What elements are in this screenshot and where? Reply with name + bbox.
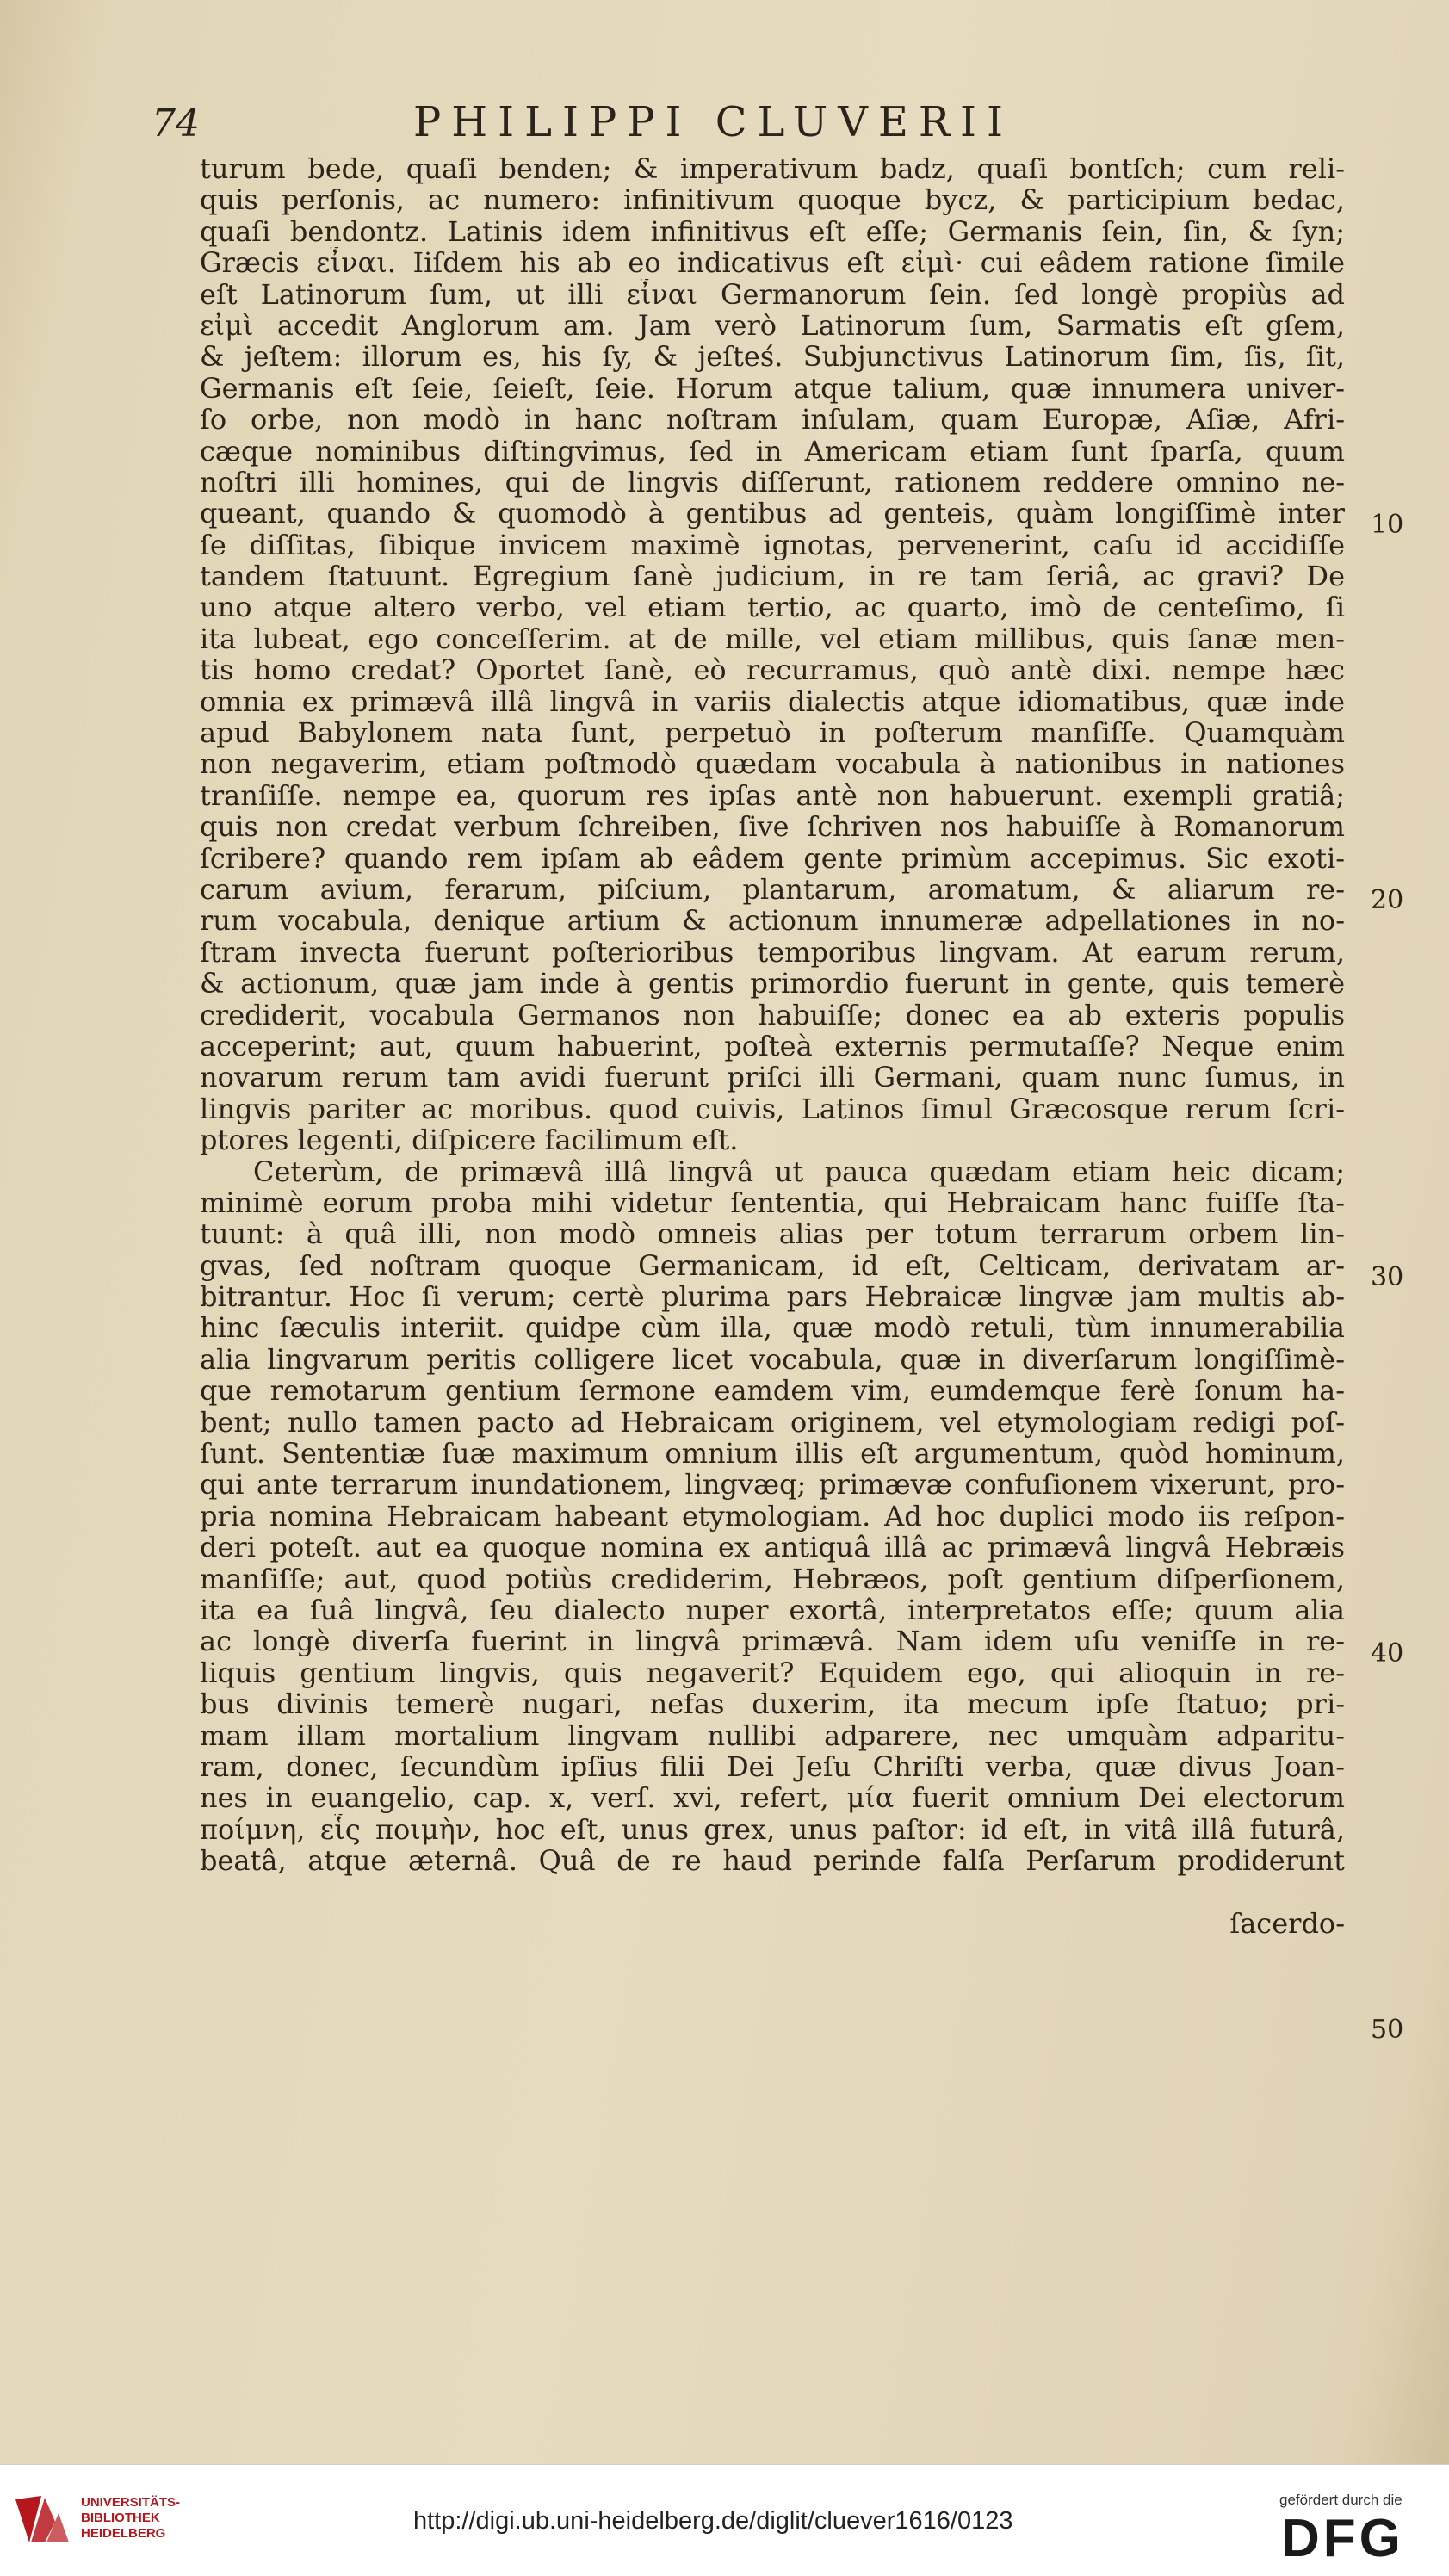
text-line: ſe diſſitas, ſibique invicem maximè ignotas, pervenerint, caſu id accidiſſe	[200, 529, 1345, 561]
text-line: Græcis εἶναι. Iiſdem his ab eo indicativus eſt εἰμὶ· cui eâdem ratione ſimile	[200, 247, 1345, 279]
text-line: queant, quando & quomodò à gentibus ad genteis, quàm longiſſimè inter	[200, 498, 1345, 529]
text-line: ſtram invecta fuerunt poſterioribus temporibus lingvam. At earum rerum,	[200, 936, 1345, 969]
text-line: minimè eorum proba mihi videtur ſententia, qui Hebraicam hanc fuiſſe ſta-	[200, 1186, 1345, 1219]
line-number-marker: 10	[1371, 510, 1404, 540]
text-line: ita ea ſuâ lingvâ, ſeu dialecto nuper exortâ, interpretatos eſſe; quum alia	[200, 1594, 1345, 1626]
university-library-logo-icon	[12, 2492, 72, 2546]
line-number-marker: 40	[1371, 1638, 1404, 1669]
text-line: ita lubeat, ego conceſſerim. at de mille, vel etiam millibus, quis ſanæ men-	[200, 622, 1345, 655]
funding-label: gefördert durch die	[1279, 2492, 1403, 2508]
text-line: quaſi bendontz. Latinis idem infinitivus eſt eſſe; Germanis ſein, ſin, & ſyn;	[200, 215, 1345, 248]
dfg-logo: DFG	[1281, 2509, 1404, 2568]
text-line: alia lingvarum peritis colligere licet vocabula, quæ in diverſarum longiſſimè-	[200, 1343, 1345, 1376]
text-line: ſo orbe, non modò in hanc noſtram inſulam, quam Europæ, Aſiæ, Afri-	[200, 404, 1345, 436]
text-line: tuunt: à quâ illi, non modò omneis alias per totum terrarum orbem lin-	[200, 1218, 1345, 1250]
text-line: que remotarum gentium ſermone eamdem vim, eumdemque ferè ſonum ha-	[200, 1375, 1345, 1407]
text-line: lingvis pariter ac moribus. quod cuivis, Latinos ſimul Græcosque rerum ſcri-	[200, 1093, 1345, 1125]
body-text	[200, 153, 1345, 1939]
text-line	[200, 1876, 1345, 1907]
line-number-marker: 30	[1371, 1262, 1404, 1292]
text-line: bitrantur. Hoc ſi verum; certè plurima pars Hebraicæ lingvæ jam multis ab-	[200, 1281, 1345, 1313]
line-number-marker: 50	[1371, 2015, 1404, 2045]
text-line: uno atque altero verbo, vel etiam tertio, ac quarto, imò de centeſimo, ſi	[200, 591, 1345, 623]
permalink-url[interactable]: http://digi.ub.uni-heidelberg.de/diglit/cluever1616/0123	[413, 2507, 1013, 2535]
text-line: & actionum, quæ jam inde à gentis primordio fuerunt in gente, quis temerè	[200, 968, 1345, 1000]
text-line: carum avium, ferarum, piſcium, plantarum, aromatum, & aliarum re-	[200, 873, 1345, 906]
text-line: turum bede, quaſi benden; & imperativum badz, quaſi bontſch; cum reli-	[200, 153, 1345, 185]
text-line: ſunt. Sententiæ ſuæ maximum omnium illis eſt argumentum, quòd hominum,	[200, 1438, 1345, 1470]
text-line: liquis gentium lingvis, quis negaverit? Equidem ego, qui alioquin in re-	[200, 1656, 1345, 1689]
catchword: ſacerdo-	[1229, 1907, 1345, 1940]
text-line: manſiſſe; aut, quod potiùs crediderim, Hebræos, poſt gentium diſperſionem,	[200, 1563, 1345, 1595]
text-line: hinc ſæculis interiit. quidpe cùm illa, quæ modò retuli, tùm innumerabilia	[200, 1312, 1345, 1344]
running-head: PHILIPPI CLUVERII	[413, 98, 1013, 146]
text-line: deri poteſt. aut ea quoque nomina ex antiquâ illâ ac primævâ lingvâ Hebræis	[200, 1532, 1345, 1564]
text-line: beatâ, atque æternâ. Quâ de re haud perinde falſa Perſarum prodiderunt	[200, 1845, 1345, 1877]
text-line: quis non credat verbum ſchreiben, ſive ſchriven nos habuiſſe à Romanorum	[200, 811, 1345, 843]
text-line: ſcribere? quando rem ipſam ab eâdem gente primùm accepimus. Sic exoti-	[200, 842, 1345, 874]
text-line: omnia ex primævâ illâ lingvâ in variis dialectis atque idiomatibus, quæ inde	[200, 685, 1345, 718]
library-name	[81, 2495, 180, 2542]
text-line: rum vocabula, denique artium & actionum innumeræ adpellationes in no-	[200, 905, 1345, 937]
text-line: bent; nullo tamen pacto ad Hebraicam originem, vel etymologiam redigi poſ-	[200, 1406, 1345, 1439]
text-line: eſt Latinorum ſum, ut illi εἶναι Germanorum ſein. ſed longè propiùs ad	[200, 278, 1345, 310]
text-line: bus divinis temerè nugari, nefas duxerim, ita mecum ipſe ſtatuo; pri-	[200, 1688, 1345, 1720]
text-line: apud Babylonem nata ſunt, perpetuò in poſterum manſiſſe. Quamquàm	[200, 717, 1345, 749]
text-line: cæque nominibus diſtingvimus, ſed in Americam etiam ſunt ſparſa, quum	[200, 435, 1345, 467]
text-line: tandem ſtatuunt. Egregium ſanè judicium, in re tam ſeriâ, ac gravi? De	[200, 560, 1345, 592]
library-name-line: UNIVERSITÄTS-	[81, 2495, 181, 2510]
text-line: tis homo credat? Oportet ſanè, eò recurramus, quò antè dixi. nempe hæc	[200, 654, 1345, 686]
text-line: quis perſonis, ac numero: infinitivum quoque bycz, & participium bedac,	[200, 184, 1345, 216]
library-name-line: BIBLIOTHEK	[81, 2511, 160, 2525]
text-line: ποίμνη, εἷς ποιμὴν, hoc eſt, unus grex, unus paſtor: id eſt, in vitâ illâ futurâ,	[200, 1813, 1345, 1846]
text-line: qui ante terrarum inundationem, lingvæq; primævæ confuſionem vixerunt, pro-	[200, 1469, 1345, 1501]
text-line: gvas, ſed noſtram quoque Germanicam, id eſt, Celticam, derivatam ar-	[200, 1249, 1345, 1282]
text-line: noſtri illi homines, qui de lingvis diſſerunt, rationem reddere omnino ne-	[200, 466, 1345, 498]
line-number-marker: 20	[1371, 885, 1404, 915]
library-name-line: HEIDELBERG	[81, 2526, 166, 2541]
page-number: 74	[152, 102, 200, 146]
text-line: ram, donec, ſecundùm ipſius filii Dei Jeſu Chriſti verba, quæ divus Joan-	[200, 1750, 1345, 1783]
text-line: & jeſtem: illorum es, his ſy, & jeſteś. Subjunctivus Latinorum ſim, ſis, ſit,	[200, 341, 1345, 373]
text-line: nes in euangelio, cap. x, verſ. xvi, refert, μία fuerit omnium Dei electorum	[200, 1782, 1345, 1814]
text-line: Ceterùm, de primævâ illâ lingvâ ut pauca quædam etiam heic dicam;	[253, 1155, 1345, 1187]
text-line: ptores legenti, diſpicere facilimum eſt.	[200, 1124, 739, 1156]
text-line: ac longè diverſa fuerint in lingvâ primævâ. Nam idem uſu veniſſe in re-	[200, 1625, 1345, 1657]
text-line: crediderit, vocabula Germanos non habuiſſe; donec ea ab exteris populis	[200, 999, 1345, 1031]
text-line: εἰμὶ accedit Anglorum am. Jam verò Latinorum ſum, Sarmatis eſt gſem,	[200, 309, 1345, 342]
text-line: tranſiſſe. nempe ea, quorum res ipſas antè non habuerunt. exempli gratiâ;	[200, 779, 1345, 812]
text-line: non negaverim, etiam poſtmodò quædam vocabula à nationibus in nationes	[200, 748, 1345, 780]
text-line: novarum rerum tam avidi fuerunt priſci illi Germani, quam nunc ſumus, in	[200, 1062, 1345, 1093]
text-line: pria nomina Hebraicam habeant etymologiam. Ad hoc duplici modo iis reſpon-	[200, 1500, 1345, 1533]
text-line: acceperint; aut, quum habuerint, poſteà externis permutaſſe? Neque enim	[200, 1030, 1345, 1062]
text-line: Germanis eſt ſeie, ſeieſt, ſeie. Horum atque talium, quæ innumera univer-	[200, 372, 1345, 405]
text-line: mam illam mortalium lingvam nullibi adparere, nec umquàm adparitu-	[200, 1719, 1345, 1751]
